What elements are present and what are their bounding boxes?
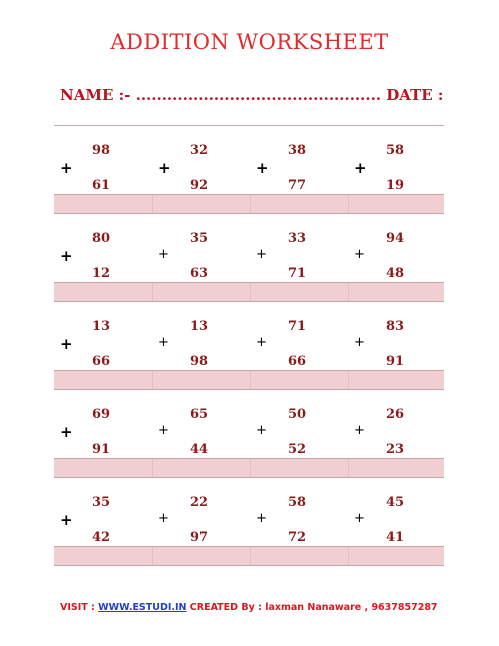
addend-bottom: 23 xyxy=(386,442,405,457)
addend-top: 71 xyxy=(288,319,307,334)
answer-cell-divider xyxy=(152,283,153,301)
addend-top: 32 xyxy=(190,143,209,158)
addend-bottom: 72 xyxy=(288,530,307,545)
addition-problem xyxy=(250,126,348,194)
footer-site-link[interactable]: WWW.ESTUDI.IN xyxy=(98,602,187,613)
footer-visit-label: VISIT : xyxy=(60,602,99,613)
addition-problem xyxy=(348,214,446,282)
addend-bottom: 91 xyxy=(386,354,405,369)
addend-top: 45 xyxy=(386,495,405,510)
addend-bottom: 97 xyxy=(190,530,209,545)
addend-top: 58 xyxy=(386,143,405,158)
addend-bottom: 12 xyxy=(92,266,111,281)
plus-sign: + xyxy=(60,423,73,441)
plus-sign: + xyxy=(354,511,365,526)
addition-problem xyxy=(152,302,250,370)
addend-bottom: 44 xyxy=(190,442,209,457)
answer-cell-divider xyxy=(250,371,251,389)
answer-cell-divider xyxy=(152,371,153,389)
problem-row xyxy=(54,302,444,390)
addend-bottom: 48 xyxy=(386,266,405,281)
answer-band[interactable] xyxy=(54,546,444,566)
plus-sign: + xyxy=(158,511,169,526)
answer-cell-divider xyxy=(152,459,153,477)
addend-top: 98 xyxy=(92,143,111,158)
addition-problem xyxy=(54,126,152,194)
problem-row xyxy=(54,126,444,214)
plus-sign: + xyxy=(60,247,73,265)
problem-grid xyxy=(54,126,444,566)
name-date-line: NAME :- ............................................... DATE : xyxy=(60,86,444,104)
plus-sign: + xyxy=(60,335,73,353)
addend-top: 65 xyxy=(190,407,209,422)
addition-problem xyxy=(348,478,446,546)
plus-sign: + xyxy=(60,159,73,177)
addend-top: 26 xyxy=(386,407,405,422)
plus-sign: + xyxy=(158,423,169,438)
addend-top: 33 xyxy=(288,231,307,246)
addend-top: 83 xyxy=(386,319,405,334)
plus-sign: + xyxy=(158,247,169,262)
addend-bottom: 41 xyxy=(386,530,405,545)
addend-bottom: 19 xyxy=(386,178,405,193)
plus-sign: + xyxy=(256,335,267,350)
answer-cell-divider xyxy=(348,371,349,389)
addition-problem xyxy=(348,302,446,370)
plus-sign: + xyxy=(354,423,365,438)
addend-bottom: 42 xyxy=(92,530,111,545)
addend-bottom: 92 xyxy=(190,178,209,193)
addition-problem xyxy=(348,126,446,194)
addend-top: 58 xyxy=(288,495,307,510)
addition-problem xyxy=(250,302,348,370)
plus-sign: + xyxy=(256,423,267,438)
answer-cell-divider xyxy=(152,195,153,213)
plus-sign: + xyxy=(60,511,73,529)
addend-top: 69 xyxy=(92,407,111,422)
footer-credit: CREATED By : laxman Nanaware , 9637857287 xyxy=(186,602,438,613)
addend-bottom: 61 xyxy=(92,178,111,193)
addition-problem xyxy=(250,214,348,282)
footer xyxy=(60,602,438,613)
addend-bottom: 91 xyxy=(92,442,111,457)
addend-top: 38 xyxy=(288,143,307,158)
answer-cell-divider xyxy=(152,547,153,565)
answer-cell-divider xyxy=(348,459,349,477)
addend-top: 35 xyxy=(190,231,209,246)
answer-cell-divider xyxy=(250,547,251,565)
addend-bottom: 52 xyxy=(288,442,307,457)
worksheet-title: ADDITION WORKSHEET xyxy=(110,30,389,54)
answer-band[interactable] xyxy=(54,370,444,390)
addition-problem xyxy=(250,478,348,546)
addend-top: 80 xyxy=(92,231,111,246)
answer-cell-divider xyxy=(348,547,349,565)
addend-top: 50 xyxy=(288,407,307,422)
addition-problem xyxy=(54,390,152,458)
plus-sign: + xyxy=(158,335,169,350)
answer-cell-divider xyxy=(250,459,251,477)
answer-cell-divider xyxy=(250,195,251,213)
addition-problem xyxy=(54,214,152,282)
plus-sign: + xyxy=(256,247,267,262)
addend-bottom: 63 xyxy=(190,266,209,281)
addition-problem xyxy=(54,478,152,546)
addend-bottom: 77 xyxy=(288,178,307,193)
answer-band[interactable] xyxy=(54,194,444,214)
addend-bottom: 66 xyxy=(288,354,307,369)
plus-sign: + xyxy=(354,159,367,177)
addition-problem xyxy=(54,302,152,370)
answer-cell-divider xyxy=(250,283,251,301)
answer-cell-divider xyxy=(348,283,349,301)
addend-bottom: 98 xyxy=(190,354,209,369)
plus-sign: + xyxy=(354,335,365,350)
problem-row xyxy=(54,478,444,566)
addend-top: 22 xyxy=(190,495,209,510)
plus-sign: + xyxy=(158,159,171,177)
plus-sign: + xyxy=(256,511,267,526)
addition-problem xyxy=(348,390,446,458)
addition-problem xyxy=(152,126,250,194)
addend-top: 35 xyxy=(92,495,111,510)
addend-top: 13 xyxy=(190,319,209,334)
addition-problem xyxy=(152,214,250,282)
plus-sign: + xyxy=(256,159,269,177)
addition-problem xyxy=(152,478,250,546)
problem-row xyxy=(54,390,444,478)
answer-band[interactable] xyxy=(54,458,444,478)
addend-top: 13 xyxy=(92,319,111,334)
addition-problem xyxy=(152,390,250,458)
addend-top: 94 xyxy=(386,231,405,246)
plus-sign: + xyxy=(354,247,365,262)
answer-cell-divider xyxy=(348,195,349,213)
addend-bottom: 66 xyxy=(92,354,111,369)
addend-bottom: 71 xyxy=(288,266,307,281)
addition-problem xyxy=(250,390,348,458)
problem-row xyxy=(54,214,444,302)
answer-band[interactable] xyxy=(54,282,444,302)
